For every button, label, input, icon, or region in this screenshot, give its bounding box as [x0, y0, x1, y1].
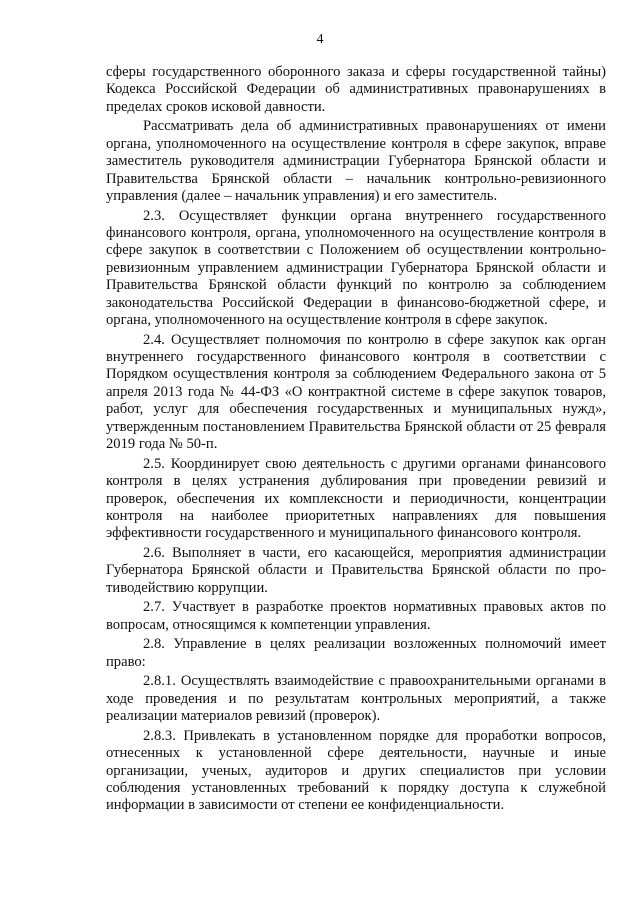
paragraph-2-7: 2.7. Участвует в разработке проектов нормативных правовых актов по вопросам, относящимся к компетенции управления.	[106, 599, 606, 633]
paragraph-2-4: 2.4. Осуществляет полномочия по контролю в сфере закупок как орган внутреннего государственного финансового контроля в соответствии с Порядком осуществления контроля за соблюдением Федерального закона от 5 апреля 2013 года № 44-ФЗ «О контрактной системе в сфере закупок товаров, работ, услуг для обеспечения государственных и муниципальных нужд», утвержденным постановлением Правительства Брянской области от 25 февраля 2019 года № 50-п.	[106, 331, 606, 453]
paragraph-2-3: 2.3. Осуществляет функции органа внутреннего государственного финансового контроля, органа, уполномоченного на осуществление контроля в сфере закупок в соответствии с Положением об осуществлении контрольно-ревизионным управлением администрации Губернатора Брянской области и Правительства Брянской области функций по контролю за соблюдением законодательства Российской Федерации в финансово-бюджетной сфере, и органа, уполномоченного на осуществление контроля в сфере закупок.	[106, 207, 606, 329]
document-body	[106, 64, 606, 817]
page-number: 4	[316, 32, 324, 47]
paragraph-2-5: 2.5. Координирует свою деятельность с другими органами финансового контроля в целях устранения дублирования при проведении ревизий и проверок, обеспечения их комплексности и периодичности, концентрации контроля на наиболее приоритетных направлениях для повышения эффективности государственного и муниципального финансового контроля.	[106, 455, 606, 542]
paragraph-2-8-3: 2.8.3. Привлекать в установленном порядке для проработки вопросов, отнесенных к установленной сфере деятельности, научные и иные организации, ученых, аудиторов и других специалистов при условии соблюдения установленных требований к порядку доступа к служебной информации в зависимости от степени ее конфиденциальности.	[106, 727, 606, 814]
paragraph-consider-cases: Рассматривать дела об административных правонарушениях от имени органа, уполномоченного на осуществление контроля в сфере закупок, вправе заместитель руководителя администрации Губернатора Брянской области и Правительства Брянской области – начальник контрольно-ревизионного управления (далее – начальник управления) и его заместитель.	[106, 118, 606, 205]
paragraph-continuation: сферы государственного оборонного заказа и сферы государственной тайны) Кодекса Российской Федерации об административных правонарушениях в пределах сроков исковой давности.	[106, 64, 606, 115]
paragraph-2-8: 2.8. Управление в целях реализации возложенных полномочий имеет право:	[106, 636, 606, 670]
paragraph-2-8-1: 2.8.1. Осуществлять взаимодействие с правоохранительными органами в ходе проведения и по результатам контрольных мероприятий, а также реализации материалов ревизий (проверок).	[106, 673, 606, 725]
paragraph-2-6: 2.6. Выполняет в части, его касающейся, мероприятия администрации Губернатора Брянской области и Правительства Брянской области по противодействию коррупции.	[106, 544, 606, 596]
